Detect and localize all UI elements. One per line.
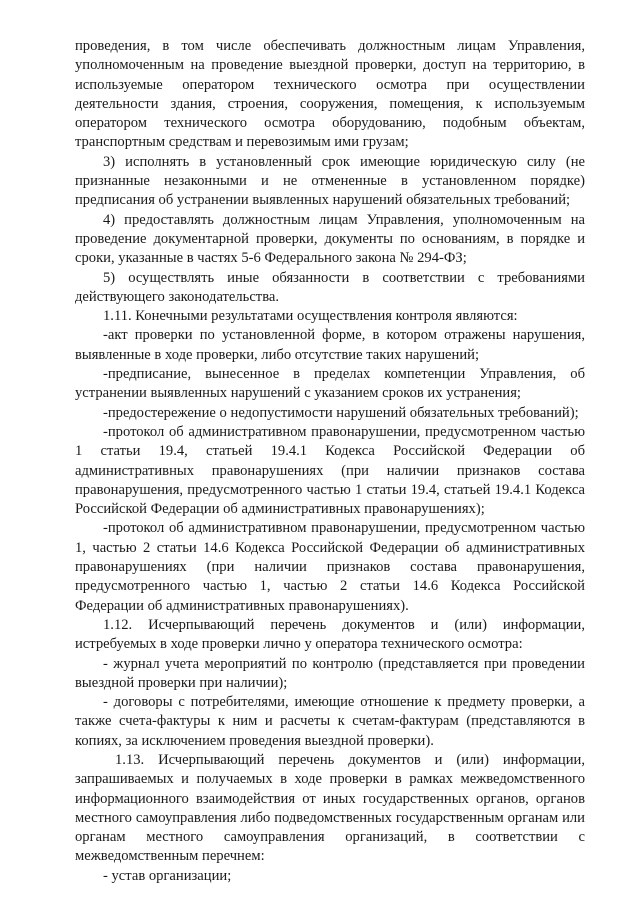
result-order: -предписание, вынесенное в пределах компетенции Управления, об устранении выявленных нарушений с указанием сроков их устранения; (75, 366, 585, 402)
result-protocol-19-4: -протокол об административном правонарушении, предусмотренном частью 1 статьи 19.4, статьей 19.4.1 Кодекса Российской Федерации об административных правонарушениях (при наличии признаков состава правонарушения, предусмотренного частью 1 статьи 19.4, статьей 19.4.1 Кодекса Российской Федерации об административных правонарушениях); (75, 423, 585, 518)
list-item-contracts: - договоры с потребителями, имеющие отношение к предмету проверки, а также счета-фактуры к ним и расчеты к счетам-фактурам (представляются в копиях, за исключением проведения выездной проверки). (75, 694, 585, 749)
result-act: -акт проверки по установленной форме, в котором отражены нарушения, выявленные в ходе проверки, либо отсутствие таких нарушений; (75, 327, 585, 363)
list-item-charter: - устав организации; (103, 867, 232, 884)
paragraph-item-4: 4) предоставлять должностным лицам Управления, уполномоченным на проведение документарной проверки, документы по основаниям, в порядке и сроки, указанные в частях 5-6 Федерального закона № 294-ФЗ; (75, 211, 585, 267)
paragraph-item-5: 5) осуществлять иные обязанности в соответствии с требованиями действующего законодательства. (75, 269, 585, 305)
section-1-11-heading: 1.11. Конечными результатами осуществления контроля являются: (103, 308, 518, 325)
section-1-13-heading: 1.13. Исчерпывающий перечень документов и (или) информации, запрашиваемых и получаемых в ходе проверки в рамках межведомственного информационного взаимодействия от иных государственных органов, органов местного самоуправления либо подведомственных государственным органам или органам местного самоуправления организаций, в соответствии с межведомственным перечнем: (75, 751, 585, 865)
result-protocol-14-6: -протокол об административном правонарушении, предусмотренном частью 1, частью 2 статьи 14.6 Кодекса Российской Федерации об административных правонарушениях (при наличии признаков состава правонарушения, предусмотренного частью 1, частью 2 статьи 14.6 Кодекса Российской Федерации об административных правонарушениях). (75, 520, 585, 614)
paragraph-item-3: 3) исполнять в установленный срок имеющие юридическую силу (не признанные незаконными и не отмененные в установленном порядке) предписания об устранении выявленных нарушений обязательных требований; (75, 153, 585, 209)
section-1-12-heading: 1.12. Исчерпывающий перечень документов и (или) информации, истребуемых в ходе проверки лично у оператора технического осмотра: (75, 616, 585, 653)
paragraph-continuation: проведения, в том числе обеспечивать должностным лицам Управления, уполномоченным на проведение выездной проверки, доступ на территорию, в используемые оператором технического осмотра при осуществлении деятельности здания, строения, сооружения, помещения, к используемым оператором технического осмотра оборудованию, подобным объектам, транспортным средствам и перевозимым ими грузам; (75, 38, 585, 151)
result-warning: -предостережение о недопустимости нарушений обязательных требований); (103, 404, 579, 421)
list-item-journal: - журнал учета мероприятий по контролю (представляется при проведении выездной проверки при наличии); (75, 655, 585, 691)
document-page (75, 37, 585, 886)
